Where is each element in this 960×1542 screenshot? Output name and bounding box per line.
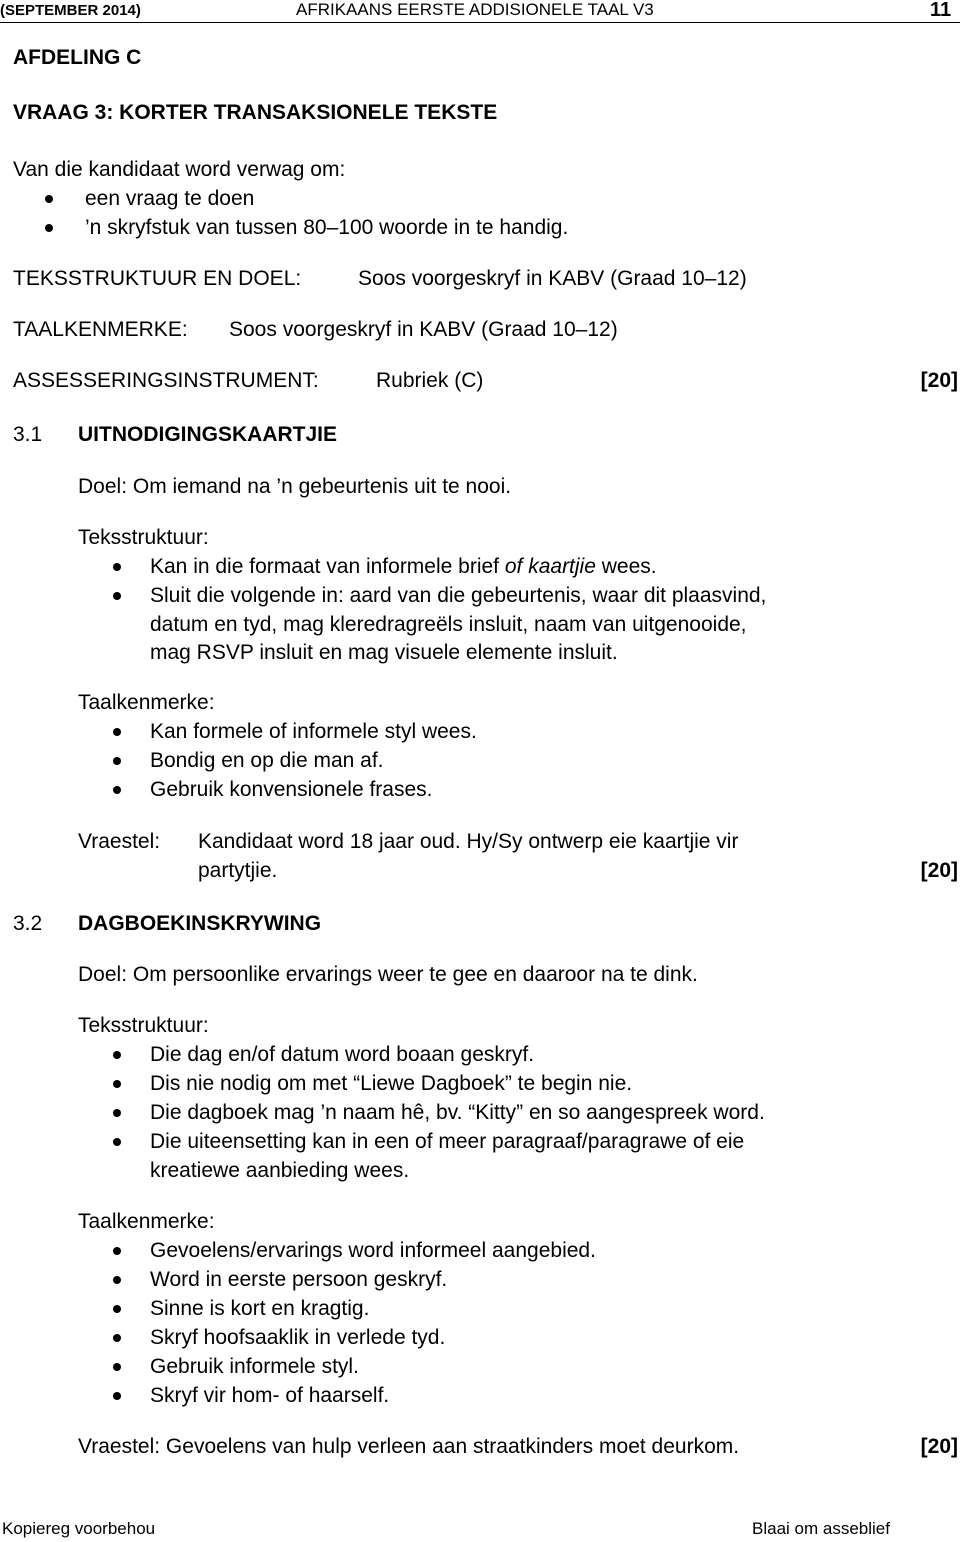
question-heading: VRAAG 3: KORTER TRANSAKSIONELE TEKSTE bbox=[13, 101, 498, 124]
language-label: Taalkenmerke: bbox=[78, 1210, 215, 1233]
structure-item: Die dag en/of datum word boaan geskryf. bbox=[150, 1043, 535, 1066]
spec-label: ASSESSERINGSINSTRUMENT: bbox=[13, 369, 319, 392]
structure-item-line: Sluit die volgende in: aard van die gebeurtenis, waar dit plaasvind, bbox=[150, 584, 767, 607]
question-number: 3.1 bbox=[13, 423, 43, 446]
bullet bbox=[113, 1080, 121, 1088]
structure-item: Dis nie nodig om met “Liewe Dagboek” te begin nie. bbox=[150, 1072, 633, 1095]
bullet bbox=[113, 1363, 121, 1371]
marks: [20] bbox=[920, 1435, 958, 1458]
bullet bbox=[113, 1305, 121, 1313]
marks: [20] bbox=[920, 369, 958, 392]
header-date: (SEPTEMBER 2014) bbox=[0, 2, 141, 19]
intro-item: een vraag te doen bbox=[85, 187, 255, 210]
bullet bbox=[45, 224, 53, 232]
intro-item: ’n skryfstuk van tussen 80–100 woorde in te handig. bbox=[85, 216, 569, 239]
language-item: Bondig en op die man af. bbox=[150, 749, 384, 772]
bullet bbox=[113, 1051, 121, 1059]
bullet bbox=[113, 1109, 121, 1117]
paper-text: Vraestel: Gevoelens van hulp verleen aan straatkinders moet deurkom. bbox=[78, 1435, 740, 1458]
structure-item-line: mag RSVP insluit en mag visuele elemente insluit. bbox=[150, 641, 618, 664]
bullet bbox=[45, 195, 53, 203]
structure-label: Teksstruktuur: bbox=[78, 526, 209, 549]
bullet bbox=[113, 1138, 121, 1146]
structure-item: Kan in die formaat van informele brief of kaartjie wees. bbox=[150, 555, 657, 578]
bullet bbox=[113, 1392, 121, 1400]
bullet bbox=[113, 1247, 121, 1255]
structure-item: Die dagboek mag ’n naam hê, bv. “Kitty” en so aangespreek word. bbox=[150, 1101, 765, 1124]
bullet bbox=[113, 728, 121, 736]
language-item: Gebruik konvensionele frases. bbox=[150, 778, 433, 801]
language-item: Skryf vir hom- of haarself. bbox=[150, 1384, 390, 1407]
goal-text: Doel: Om persoonlike ervarings weer te gee en daaroor na te dink. bbox=[78, 963, 698, 986]
question-title: UITNODIGINGSKAARTJIE bbox=[78, 423, 338, 446]
language-label: Taalkenmerke: bbox=[78, 691, 215, 714]
bullet bbox=[113, 757, 121, 765]
bullet bbox=[113, 786, 121, 794]
bullet bbox=[113, 1276, 121, 1284]
question-title: DAGBOEKINSKRYWING bbox=[78, 912, 322, 935]
bullet bbox=[113, 563, 121, 571]
bullet bbox=[113, 1334, 121, 1342]
spec-label: TEKSSTRUKTUUR EN DOEL: bbox=[13, 267, 302, 290]
bullet bbox=[113, 592, 121, 600]
language-item: Word in eerste persoon geskryf. bbox=[150, 1268, 448, 1291]
footer-copyright: Kopiereg voorbehou bbox=[2, 1519, 156, 1538]
goal-text: Doel: Om iemand na ’n gebeurtenis uit te nooi. bbox=[78, 475, 512, 498]
paper-text: Kandidaat word 18 jaar oud. Hy/Sy ontwerp eie kaartjie vir bbox=[198, 830, 739, 853]
question-number: 3.2 bbox=[13, 912, 43, 935]
spec-value: Soos voorgeskryf in KABV (Graad 10–12) bbox=[229, 318, 618, 341]
header-rule bbox=[0, 22, 960, 23]
header-title: AFRIKAANS EERSTE ADDISIONELE TAAL V3 bbox=[296, 0, 654, 19]
language-item: Sinne is kort en kragtig. bbox=[150, 1297, 370, 1320]
paper-text: partytjie. bbox=[198, 859, 278, 882]
marks: [20] bbox=[920, 859, 958, 882]
language-item: Kan formele of informele styl wees. bbox=[150, 720, 477, 743]
spec-value: Rubriek (C) bbox=[376, 369, 484, 392]
spec-label: TAALKENMERKE: bbox=[13, 318, 188, 341]
language-item: Gebruik informele styl. bbox=[150, 1355, 359, 1378]
intro-lead: Van die kandidaat word verwag om: bbox=[13, 158, 346, 181]
section-heading: AFDELING C bbox=[13, 46, 142, 69]
footer-turn-page: Blaai om asseblief bbox=[752, 1519, 890, 1538]
paper-label: Vraestel: bbox=[78, 830, 161, 853]
structure-item-line: Die uiteensetting kan in een of meer paragraaf/paragrawe of eie bbox=[150, 1130, 745, 1153]
spec-value: Soos voorgeskryf in KABV (Graad 10–12) bbox=[358, 267, 747, 290]
structure-item-line: kreatiewe aanbieding wees. bbox=[150, 1159, 410, 1182]
language-item: Gevoelens/ervarings word informeel aangebied. bbox=[150, 1239, 596, 1262]
structure-label: Teksstruktuur: bbox=[78, 1014, 209, 1037]
page-number: 11 bbox=[930, 0, 952, 21]
language-item: Skryf hoofsaaklik in verlede tyd. bbox=[150, 1326, 446, 1349]
structure-item-line: datum en tyd, mag kleredragreëls insluit, naam van uitgenooide, bbox=[150, 613, 747, 636]
